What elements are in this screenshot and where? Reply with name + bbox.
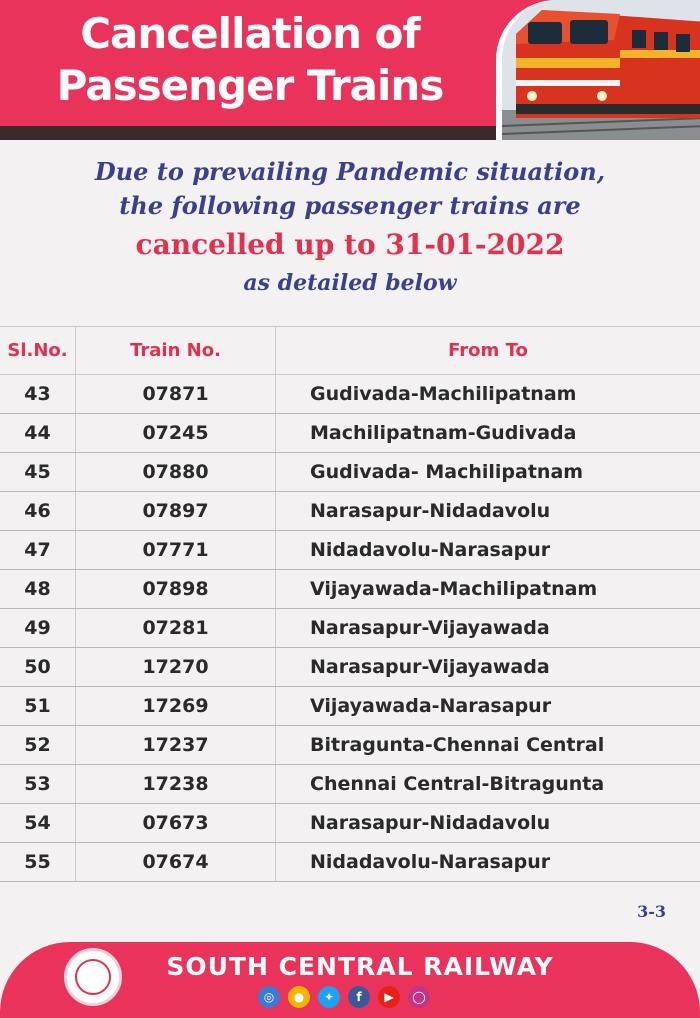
cell-from-to: Narasapur-Nidadavolu xyxy=(310,812,551,834)
youtube-icon[interactable]: ▶ xyxy=(378,986,400,1008)
cell-from-to: Narasapur-Nidadavolu xyxy=(310,500,551,522)
cell-train-no: 07771 xyxy=(76,531,276,569)
notice-line-4: as detailed below xyxy=(243,270,457,296)
table-body xyxy=(0,375,700,882)
cell-train-no: 07674 xyxy=(76,843,276,881)
cell-from-to: Chennai Central-Bitragunta xyxy=(310,773,605,795)
cell-sl-no: 52 xyxy=(0,726,76,764)
cell-from-to: Narasapur-Vijayawada xyxy=(310,617,550,639)
cell-sl-no: 47 xyxy=(0,531,76,569)
twitter-icon[interactable]: ✦ xyxy=(318,986,340,1008)
cell-train-no: 07880 xyxy=(76,453,276,491)
table-row xyxy=(0,687,700,726)
title-line-2: Passenger Trains xyxy=(56,61,444,110)
table-row xyxy=(0,804,700,843)
cell-sl-no: 43 xyxy=(0,375,76,413)
koo-icon[interactable]: ● xyxy=(288,986,310,1008)
globe-icon[interactable]: ◎ xyxy=(258,986,280,1008)
header-from-to: From To xyxy=(448,340,528,361)
cell-sl-no: 51 xyxy=(0,687,76,725)
header-sl-no: Sl.No. xyxy=(0,327,76,374)
cancelled-trains-table xyxy=(0,326,700,882)
table-header xyxy=(0,327,700,375)
cell-from-to: Gudivada- Machilipatnam xyxy=(310,461,584,483)
cell-train-no: 07245 xyxy=(76,414,276,452)
notice-line-2: the following passenger trains are xyxy=(119,191,581,220)
cell-from-to: Vijayawada-Narasapur xyxy=(310,695,552,717)
cell-train-no: 17238 xyxy=(76,765,276,803)
train-image xyxy=(496,0,700,140)
table-row xyxy=(0,609,700,648)
cell-train-no: 17269 xyxy=(76,687,276,725)
cell-sl-no: 44 xyxy=(0,414,76,452)
notice-line-1: Due to prevailing Pandemic situation, xyxy=(94,157,606,186)
table-row xyxy=(0,375,700,414)
facebook-icon[interactable]: f xyxy=(348,986,370,1008)
table-row xyxy=(0,570,700,609)
notice-line-3: cancelled up to 31-01-2022 xyxy=(135,228,565,261)
cell-from-to: Gudivada-Machilipatnam xyxy=(310,383,577,405)
cell-from-to: Bitragunta-Chennai Central xyxy=(310,734,605,756)
cell-sl-no: 55 xyxy=(0,843,76,881)
table-row xyxy=(0,531,700,570)
header-train-no: Train No. xyxy=(76,327,276,374)
cell-sl-no: 50 xyxy=(0,648,76,686)
cell-sl-no: 46 xyxy=(0,492,76,530)
cell-from-to: Nidadavolu-Narasapur xyxy=(310,539,551,561)
table-row xyxy=(0,453,700,492)
table-row xyxy=(0,492,700,531)
cell-sl-no: 54 xyxy=(0,804,76,842)
cell-from-to: Machilipatnam-Gudivada xyxy=(310,422,577,444)
cell-sl-no: 49 xyxy=(0,609,76,647)
cell-sl-no: 48 xyxy=(0,570,76,608)
table-row xyxy=(0,765,700,804)
table-row xyxy=(0,843,700,882)
cell-sl-no: 45 xyxy=(0,453,76,491)
title-line-1: Cancellation of xyxy=(80,9,420,58)
cell-train-no: 07897 xyxy=(76,492,276,530)
cell-train-no: 17270 xyxy=(76,648,276,686)
notice-text xyxy=(0,155,700,299)
page-title xyxy=(0,8,500,112)
social-icons xyxy=(258,986,430,1008)
table-row xyxy=(0,648,700,687)
cell-train-no: 07871 xyxy=(76,375,276,413)
footer-title: SOUTH CENTRAL RAILWAY xyxy=(166,952,554,981)
cell-from-to: Nidadavolu-Narasapur xyxy=(310,851,551,873)
cell-sl-no: 53 xyxy=(0,765,76,803)
table-row xyxy=(0,726,700,765)
cell-train-no: 17237 xyxy=(76,726,276,764)
cell-train-no: 07898 xyxy=(76,570,276,608)
page-number: 3-3 xyxy=(637,902,666,921)
table-row xyxy=(0,414,700,453)
cell-from-to: Vijayawada-Machilipatnam xyxy=(310,578,598,600)
cell-train-no: 07281 xyxy=(76,609,276,647)
instagram-icon[interactable]: ◯ xyxy=(408,986,430,1008)
cell-from-to: Narasapur-Vijayawada xyxy=(310,656,550,678)
cell-train-no: 07673 xyxy=(76,804,276,842)
